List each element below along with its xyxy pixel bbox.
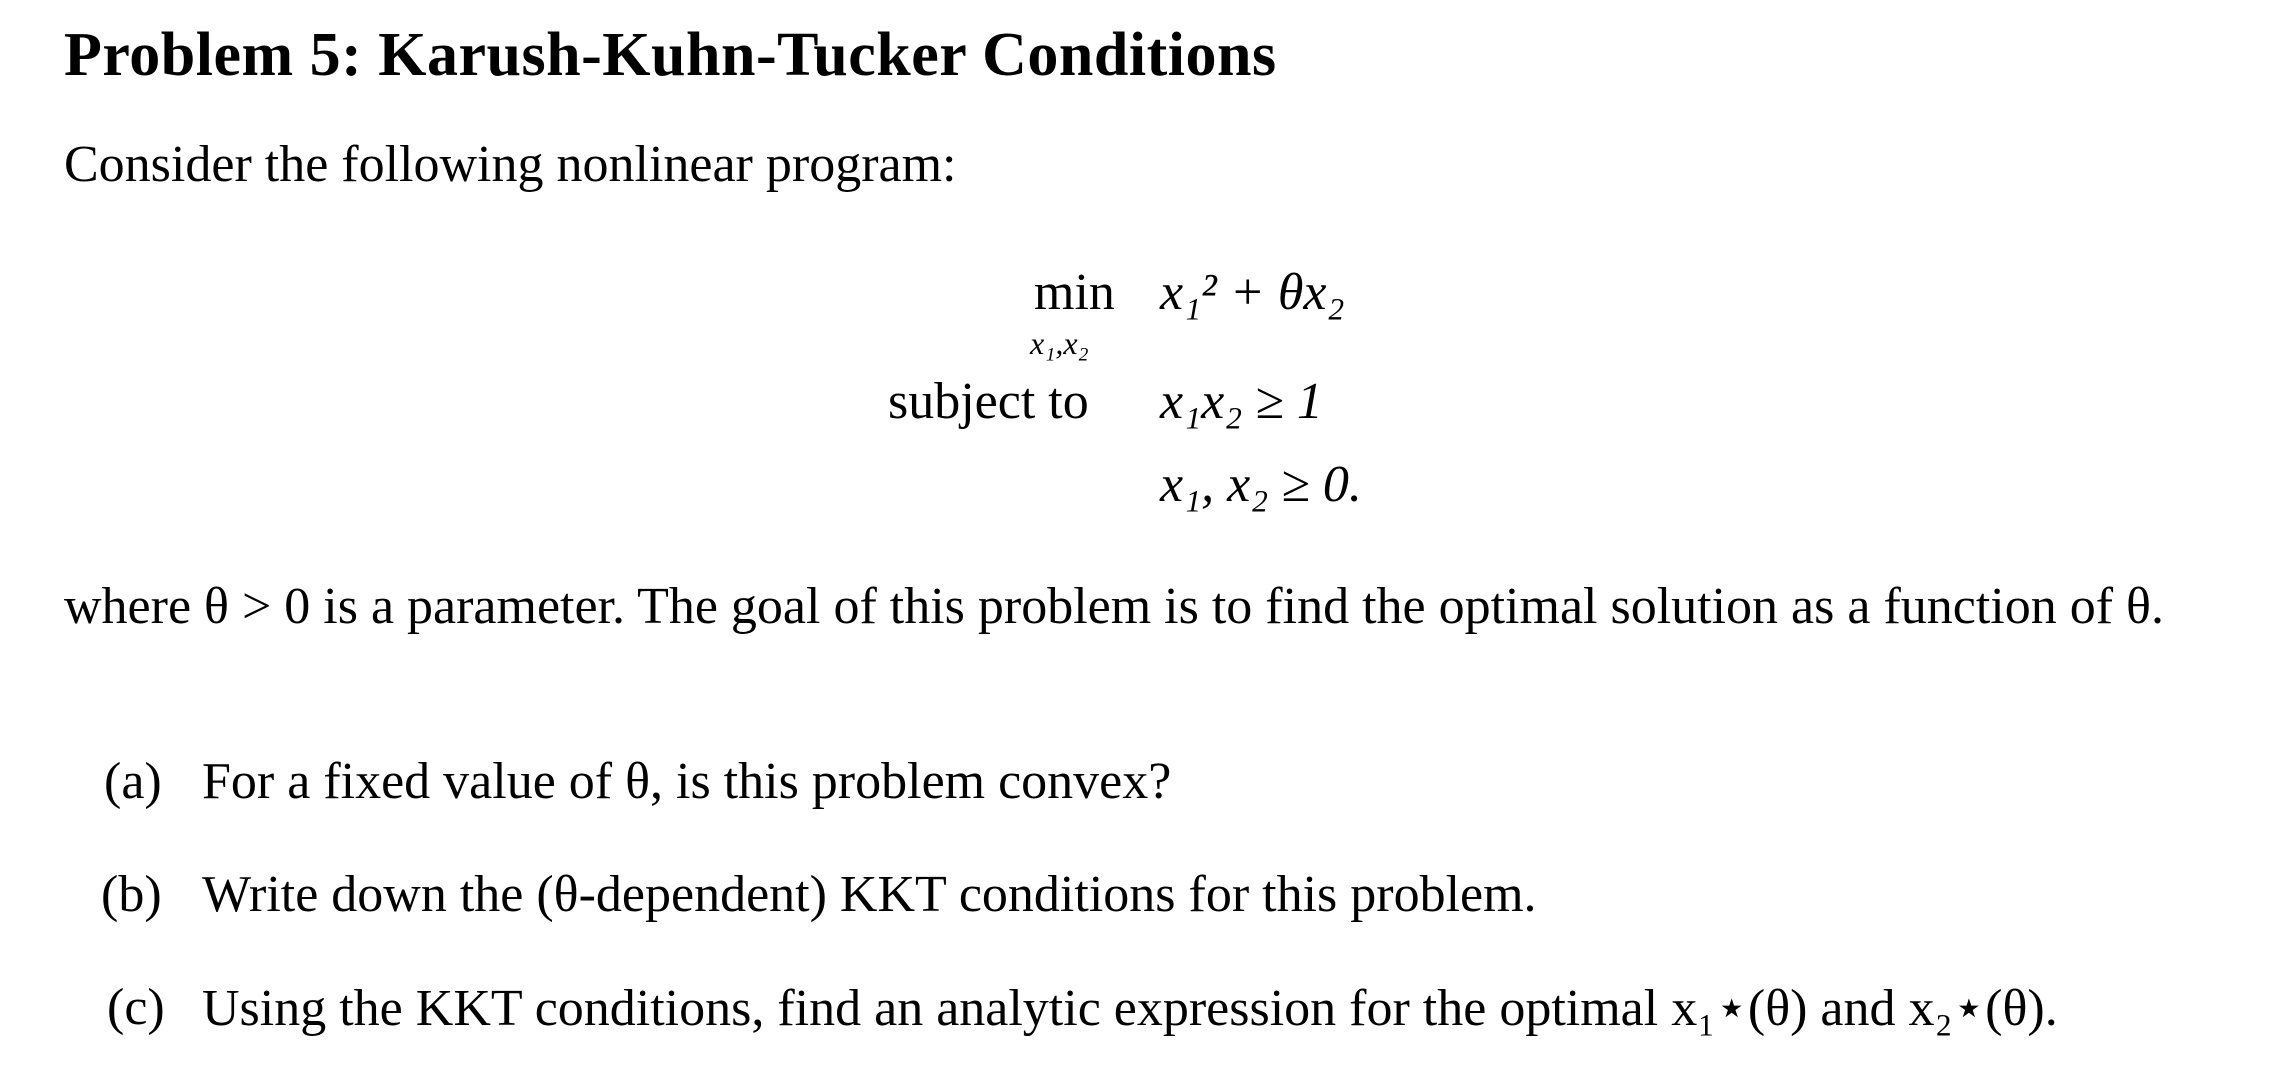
min-operator: min (1034, 264, 1115, 321)
min-subscript: x₁,x₂ (1030, 325, 1089, 361)
question-label: (a) (104, 753, 162, 810)
constraint-product: x₁x₂ ≥ 1 (1160, 373, 1323, 430)
objective-function: x₁² + θx₂ (1160, 264, 1345, 321)
problem-title: Problem 5: Karush-Kuhn-Tucker Conditions (64, 21, 1277, 89)
subject-to-label: subject to (888, 373, 1089, 430)
question-text: Using the KKT conditions, find an analytic expression for the optimal x₁⋆(θ) and x₂⋆(θ). (202, 980, 2058, 1037)
intro-text: Consider the following nonlinear program: (64, 136, 957, 193)
question-text: For a fixed value of θ, is this problem convex? (202, 753, 1172, 810)
constraint-nonnegativity: x₁, x₂ ≥ 0. (1160, 456, 1362, 513)
question-label: (c) (107, 979, 165, 1036)
question-label: (b) (101, 866, 162, 923)
problem-description: where θ > 0 is a parameter. The goal of this problem is to find the optimal solution as a function of θ. (64, 578, 2164, 635)
question-text: Write down the (θ-dependent) KKT conditions for this problem. (202, 866, 1537, 923)
